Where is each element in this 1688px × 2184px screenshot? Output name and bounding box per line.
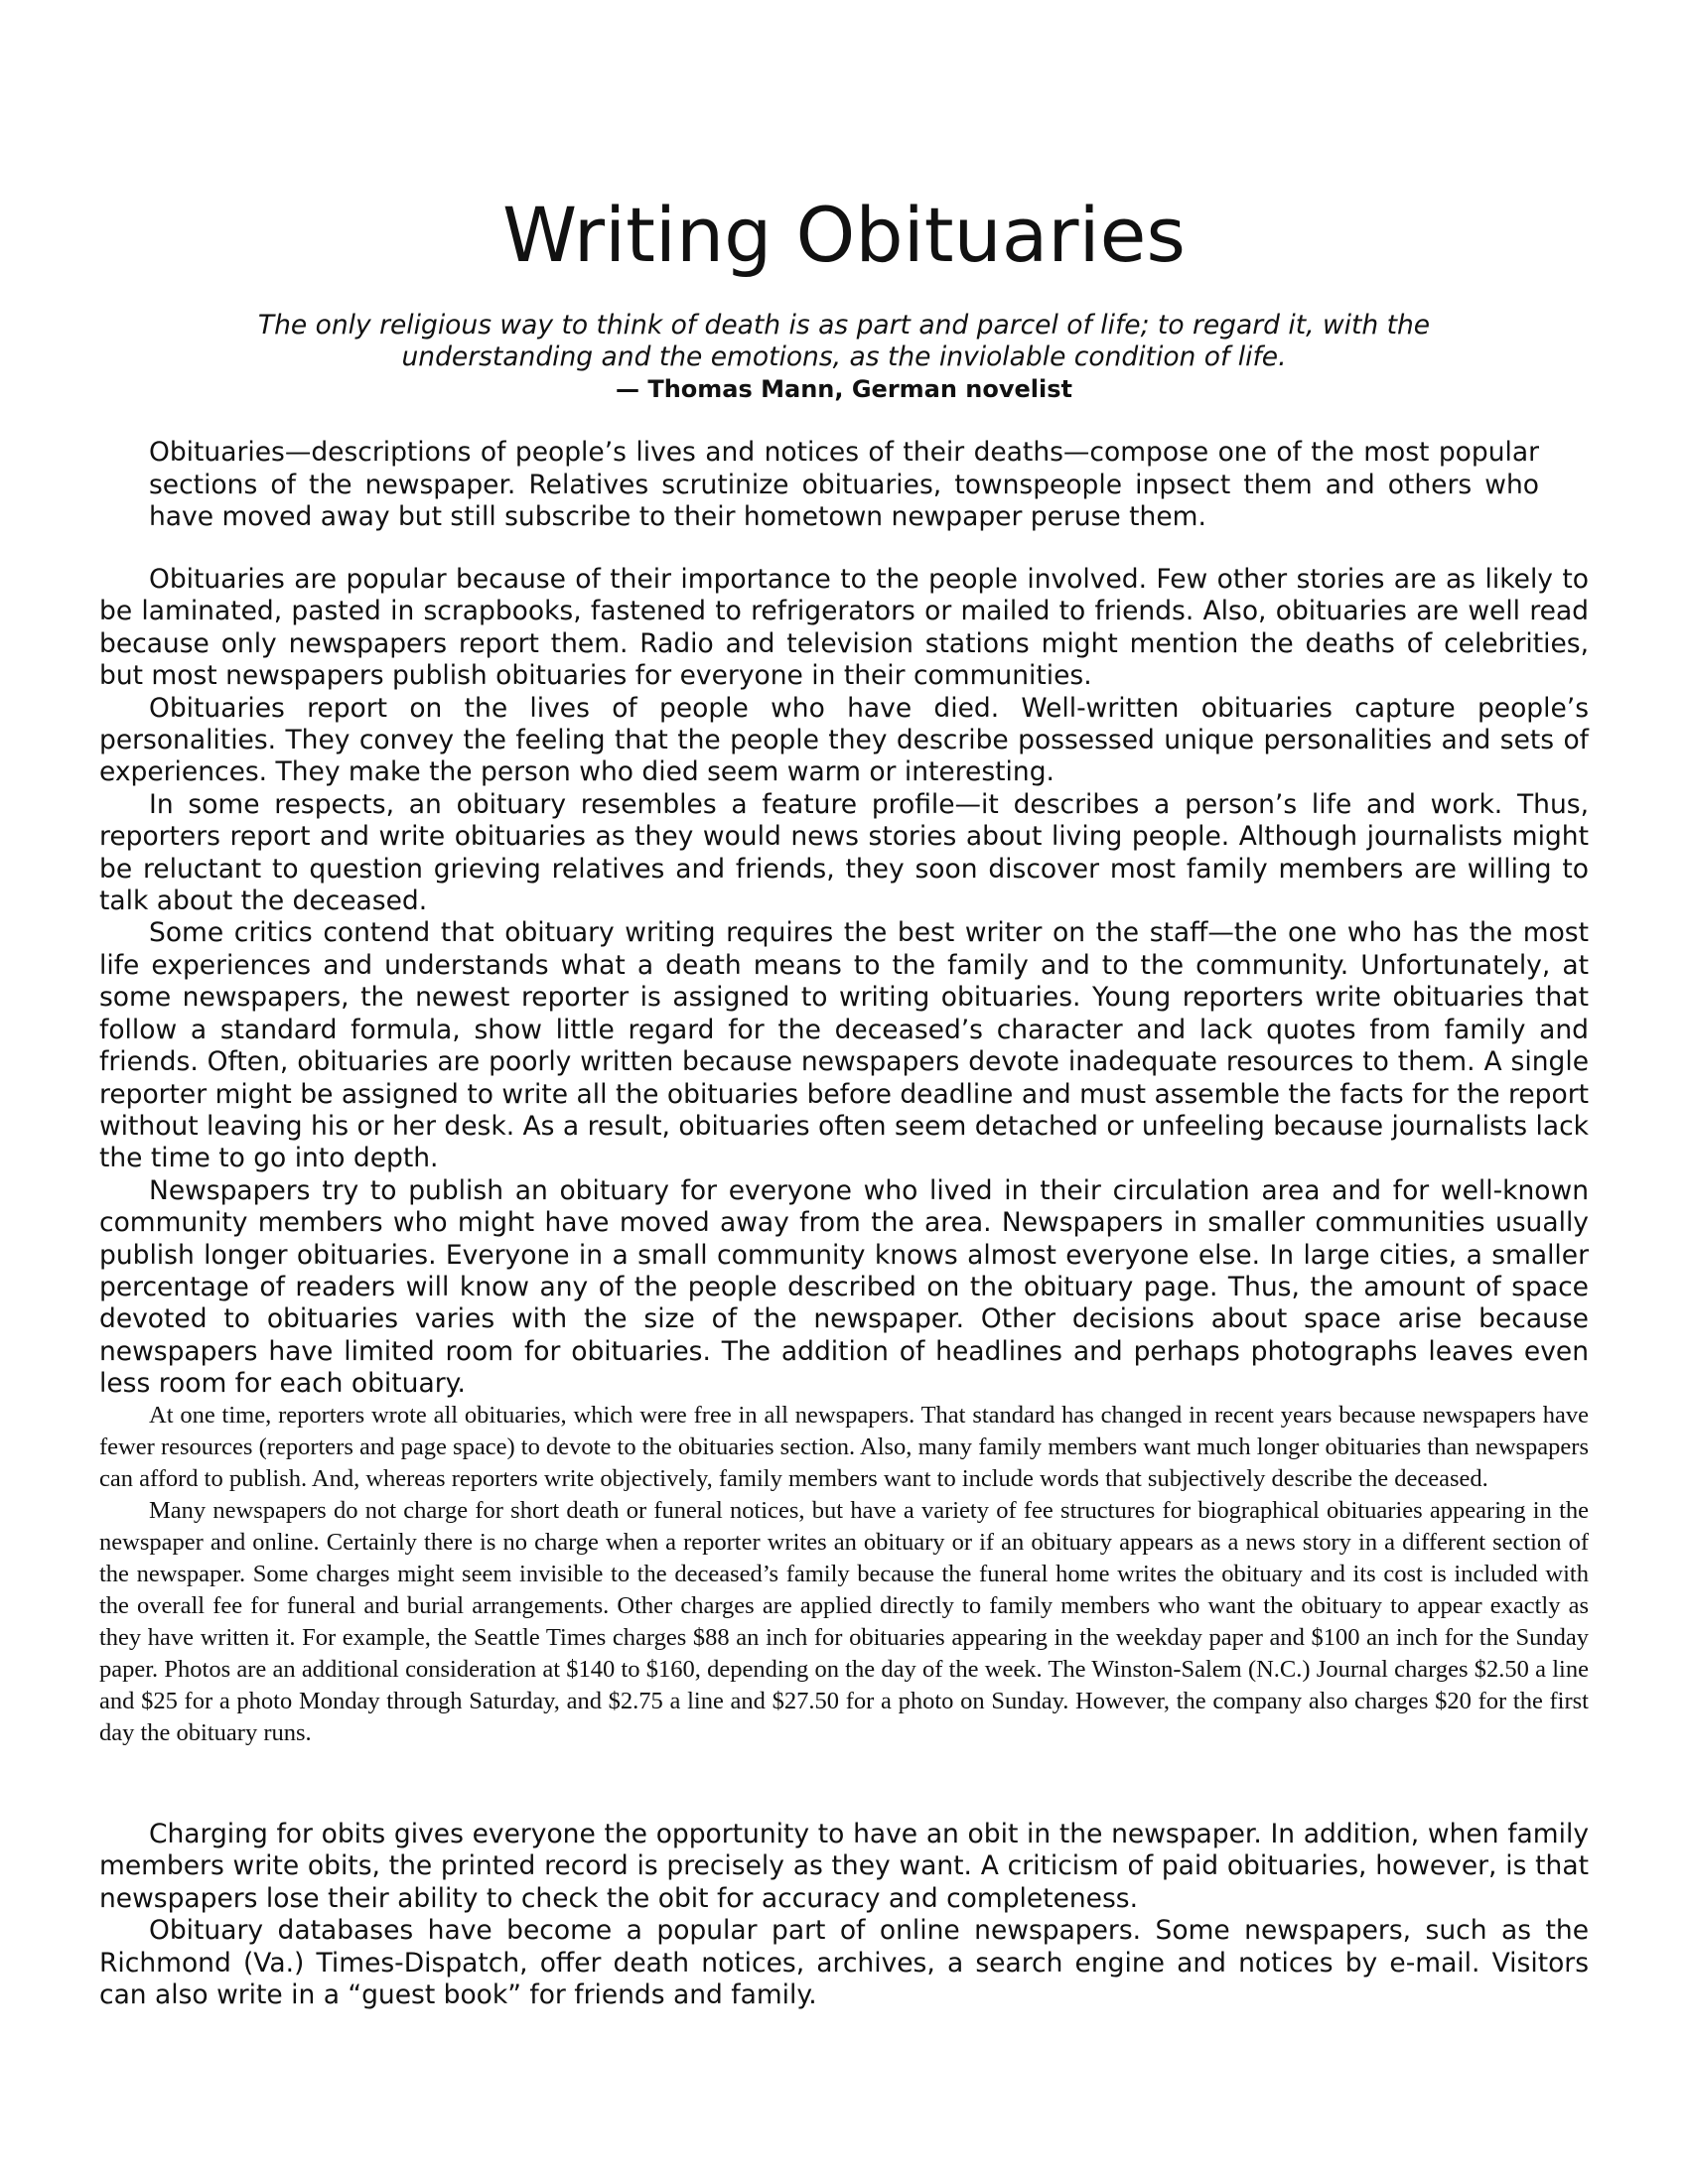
body-section-closing: [99, 1819, 1589, 2011]
body-paragraph: Some critics contend that obituary writing requires the best writer on the staff—the one who has the most life experiences and understands what a death means to the family and to the community. Unfortunately, at some newspapers, the newest reporter is assigned to writing obituaries. Young reporters write obituaries that follow a standard formula, show little regard for the deceased’s character and lack quotes from family and friends. Often, obituaries are poorly written because newspapers devote inadequate resources to them. A single reporter might be assigned to write all the obituaries before deadline and must assemble the facts for the report without leaving his or her desk. As a result, obituaries often seem detached or unfeeling because journalists lack the time to go into depth.: [99, 917, 1589, 1174]
body-section-sans: [99, 564, 1589, 1401]
epigraph-quote: The only religious way to think of death is as part and parcel of life; to regard it, with the understanding and the emotions, as the inviolable condition of life.: [257, 310, 1431, 372]
page-title: Writing Obituaries: [501, 191, 1186, 279]
body-paragraph: Charging for obits gives everyone the opportunity to have an obit in the newspaper. In addition, when family members write obits, the printed record is precisely as they want. A criticism of paid obituaries, however, is that newspapers lose their ability to check the obit for accuracy and completeness.: [99, 1819, 1589, 1914]
body-paragraph: In some respects, an obituary resembles a feature profile—it describes a person’s life and work. Thus, reporters report and write obituaries as they would news stories about living people. Although journalists might be reluctant to question grieving relatives and friends, they soon discover most family members are willing to talk about the deceased.: [99, 788, 1589, 917]
body-paragraph: At one time, reporters wrote all obituaries, which were free in all newspapers. That standard has changed in recent years because newspapers have fewer resources (reporters and page space) to devote to the obituaries section. Also, many family members want much longer obituaries than newspapers can afford to publish. And, whereas reporters write objectively, family members want to include words that subjectively describe the deceased.: [99, 1402, 1589, 1492]
epigraph: [99, 310, 1589, 405]
body-paragraph: Obituaries are popular because of their importance to the people involved. Few other stories are as likely to be laminated, pasted in scrapbooks, fastened to refrigerators or mailed to friends. Also, obituaries are well read because only newspapers report them. Radio and television stations might mention the deaths of celebrities, but most newspapers publish obituaries for everyone in their communities.: [99, 564, 1589, 692]
body-paragraph: Many newspapers do not charge for short death or funeral notices, but have a variety of fee structures for biographical obituaries appearing in the newspaper and online. Certainly there is no charge when a reporter writes an obituary or if an obituary appears as a news story in a different section of the newspaper. Some charges might seem invisible to the deceased’s family because the funeral home writes the obituary and its cost is included with the overall fee for funeral and burial arrangements. Other charges are applied directly to family members who want the obituary to appear exactly as they have written it. For example, the Seattle Times charges $88 an inch for obituaries appearing in the weekday paper and $100 an inch for the Sunday paper. Photos are an additional consideration at $140 to $160, depending on the day of the week. The Winston-Salem (N.C.) Journal charges $2.50 a line and $25 for a photo Monday through Saturday, and $2.75 a line and $27.50 for a photo on Sunday. However, the company also charges $20 for the first day the obituary runs.: [99, 1497, 1589, 1746]
intro-paragraph: Obituaries—descriptions of people’s lives and notices of their deaths—compose one of the most popular sections of the newspaper. Relatives scrutinize obituaries, townspeople inpsect them and others who have moved away but still subscribe to their hometown newpaper peruse them.: [149, 437, 1539, 532]
body-paragraph: Obituaries report on the lives of people who have died. Well-written obituaries capture people’s personalities. They convey the feeling that the people they describe possessed unique personalities and sets of experiences. They make the person who died seem warm or interesting.: [99, 692, 1589, 788]
body-section-serif: [99, 1400, 1589, 1749]
body-paragraph: Obituary databases have become a popular part of online newspapers. Some newspapers, such as the Richmond (Va.) Times-Dispatch, offer death notices, archives, a search engine and notices by e-mail. Visitors can also write in a “guest book” for friends and family.: [99, 1915, 1589, 2011]
body-paragraph: Newspapers try to publish an obituary for everyone who lived in their circulation area and for well-known community members who might have moved away from the area. Newspapers in smaller communities usually publish longer obituaries. Everyone in a small community knows almost everyone else. In large cities, a smaller percentage of readers will know any of the people described on the obituary page. Thus, the amount of space devoted to obituaries varies with the size of the newspaper. Other decisions about space arise because newspapers have limited room for obituaries. The addition of headlines and perhaps photographs leaves even less room for each obituary.: [99, 1174, 1589, 1400]
epigraph-attribution: — Thomas Mann, German novelist: [615, 375, 1073, 403]
